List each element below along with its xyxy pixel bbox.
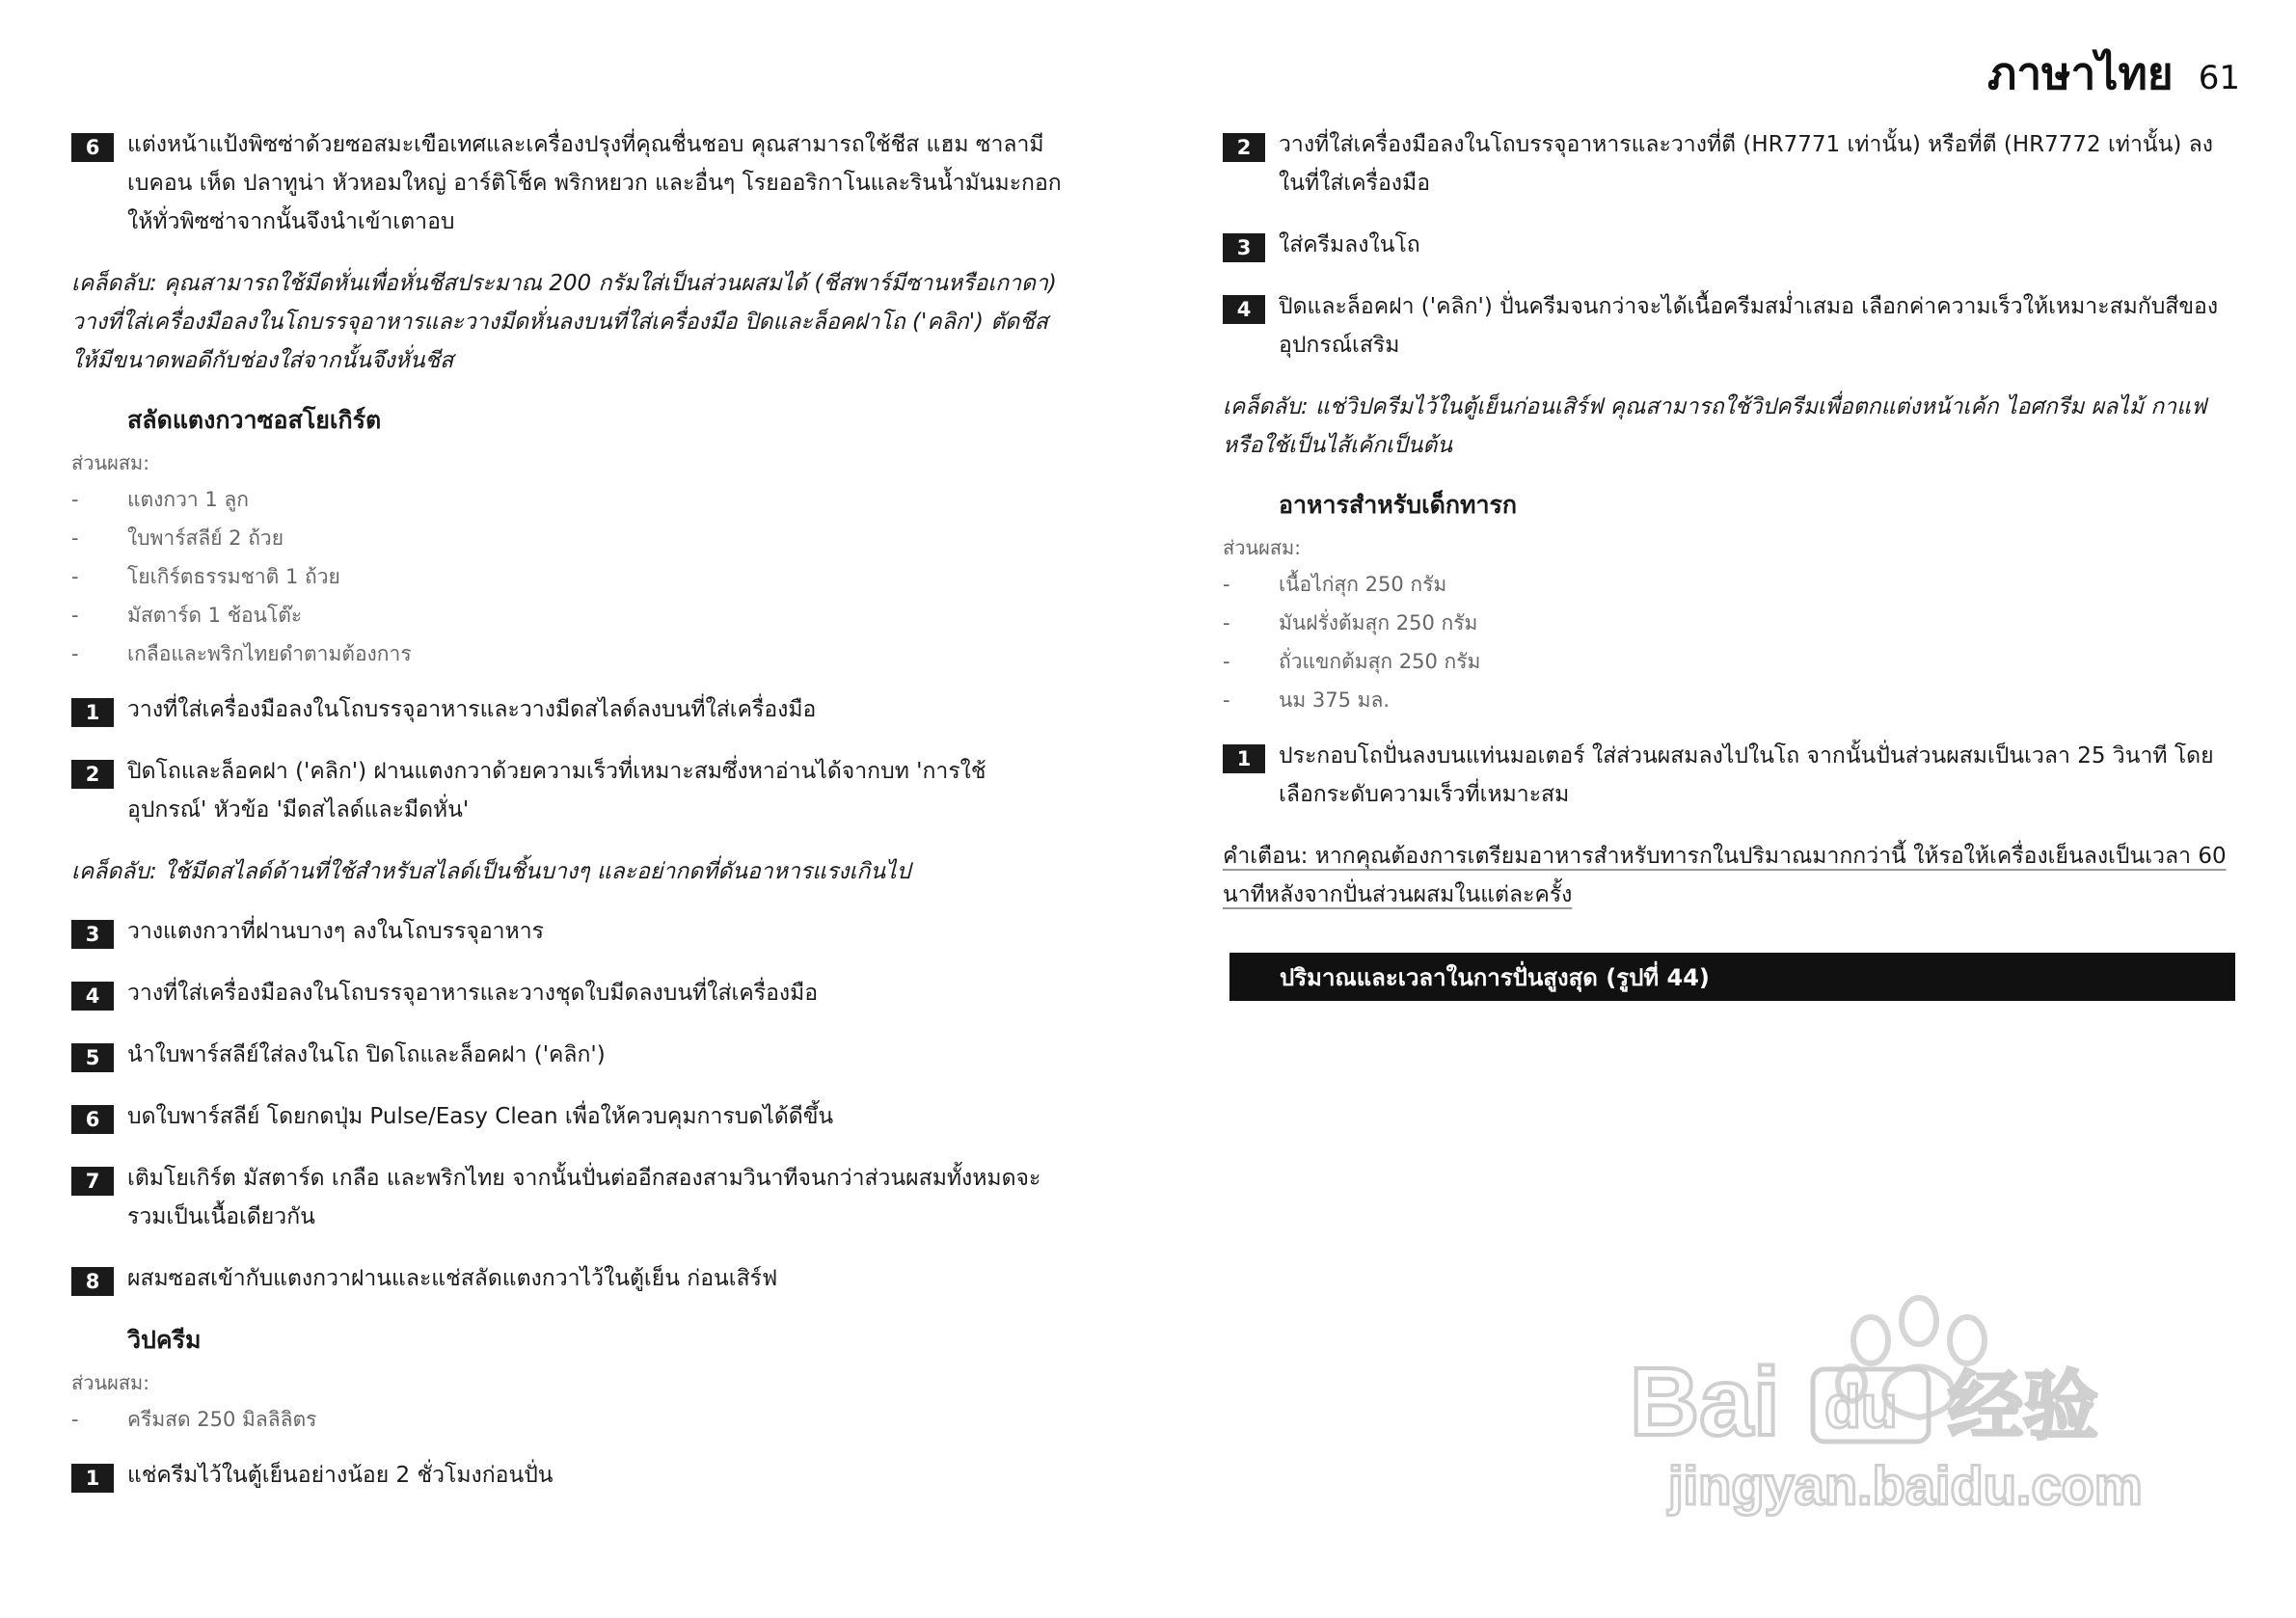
step-text: วางแตงกวาที่ฝานบางๆ ลงในโถบรรจุอาหาร — [127, 919, 544, 944]
ingredient-item: - นม 375 มล. — [1223, 681, 2235, 719]
step-number: 8 — [71, 1267, 114, 1296]
section-title: สลัดแตงกวาซอสโยเกิร์ต — [127, 406, 382, 434]
ingredient-text: ใบพาร์สลีย์ 2 ถ้วย — [127, 526, 284, 550]
ingredients-label: ส่วนผสม: — [1223, 536, 1301, 559]
ingredient-text: ครีมสด 250 มิลลิลิตร — [127, 1408, 317, 1431]
ingredients-list — [71, 480, 1065, 673]
step-text: นำใบพาร์สลีย์ใส่ลงในโถ ปิดโถและล็อคฝา ('คลิก') — [127, 1042, 606, 1067]
step-number: 6 — [71, 133, 114, 162]
step-number: 2 — [71, 760, 114, 789]
step-item — [71, 1036, 1065, 1074]
step-item — [1223, 125, 2235, 202]
ingredients-label: ส่วนผสม: — [71, 451, 149, 474]
right-column — [1223, 125, 2235, 914]
step-text: ปิดโถและล็อคฝา ('คลิก') ฝานแตงกวาด้วยความเร็วที่เหมาะสมซึ่งหาอ่านได้จากบท 'การใช้อุปกรณ์' หัวข้อ 'มีดสไลด์และมีดหั่น' — [127, 759, 986, 822]
ingredients-list — [71, 1400, 1065, 1439]
step-number: 4 — [1223, 295, 1265, 324]
ingredients-list — [1223, 565, 2235, 719]
step-text: วางที่ใส่เครื่องมือลงในโถบรรจุอาหารและวางมีดสไลด์ลงบนที่ใส่เครื่องมือ — [127, 697, 817, 722]
step-number: 5 — [71, 1043, 114, 1072]
tip-text: เคล็ดลับ: ใช้มีดสไลด์ด้านที่ใช้สำหรับสไลด์เป็นชิ้นบางๆ และอย่ากดที่ดันอาหารแรงเกินไป — [71, 859, 911, 884]
ingredient-item: - โยเกิร์ตธรรมชาติ 1 ถ้วย — [71, 557, 1065, 596]
section-title: วิปครีม — [127, 1326, 202, 1354]
step-item — [71, 1097, 1065, 1136]
ingredient-item: - ถั่วแขกต้มสุก 250 กรัม — [1223, 642, 2235, 681]
warning-text: คำเตือน: หากคุณต้องการเตรียมอาหารสำหรับทารกในปริมาณมากกว่านี้ ให้รอให้เครื่องเย็นลงเป็นเวลา 60 นาทีหลังจากปั่นส่วนผสมในแต่ละครั้ง — [1223, 844, 2227, 907]
left-column — [71, 125, 1065, 1518]
ingredient-text: มัสตาร์ด 1 ช้อนโต๊ะ — [127, 604, 303, 627]
step-number: 7 — [71, 1167, 114, 1196]
svg-text:jingyan.baidu.com: jingyan.baidu.com — [1668, 1455, 2143, 1516]
ingredient-text: เนื้อไก่สุก 250 กรัม — [1279, 573, 1447, 596]
section-title: อาหารสำหรับเด็กทารก — [1279, 491, 1518, 519]
step-item — [71, 1159, 1065, 1236]
step-item — [1223, 287, 2235, 364]
svg-text:du: du — [1824, 1374, 1898, 1441]
step-item — [71, 125, 1065, 241]
ingredient-text: เกลือและพริกไทยดำตามต้องการ — [127, 642, 412, 665]
step-number: 1 — [1223, 744, 1265, 773]
step-number: 6 — [71, 1105, 114, 1134]
step-text: บดใบพาร์สลีย์ โดยกดปุ่ม Pulse/Easy Clean เพื่อให้ควบคุมการบดได้ดีขึ้น — [127, 1104, 834, 1129]
ingredient-item: - มัสตาร์ด 1 ช้อนโต๊ะ — [71, 596, 1065, 634]
step-text: ใส่ครีมลงในโถ — [1279, 232, 1420, 257]
section-header-text: ปริมาณและเวลาในการปั่นสูงสุด (รูปที่ 44) — [1280, 963, 1710, 991]
step-text: ผสมซอสเข้ากับแตงกวาฝานและแช่สลัดแตงกวาไว้ในตู้เย็น ก่อนเสิร์ฟ — [127, 1266, 778, 1291]
language-title: ภาษาไทย — [1987, 47, 2174, 99]
step-item — [71, 690, 1065, 729]
step-number: 2 — [1223, 133, 1265, 162]
step-text: วางที่ใส่เครื่องมือลงในโถบรรจุอาหารและวางที่ตี (HR7771 เท่านั้น) หรือที่ตี (HR7772 เท่านั้น) ลงในที่ใส่เครื่องมือ — [1279, 132, 2213, 196]
step-text: ปิดและล็อคฝา ('คลิก') ปั่นครีมจนกว่าจะได้เนื้อครีมสม่ำเสมอ เลือกค่าความเร็วให้เหมาะสมกับสีของอุปกรณ์เสริม — [1279, 294, 2219, 358]
step-text: วางที่ใส่เครื่องมือลงในโถบรรจุอาหารและวางชุดใบมีดลงบนที่ใส่เครื่องมือ — [127, 981, 819, 1006]
step-text: แต่งหน้าแป้งพิซซ่าด้วยซอสมะเขือเทศและเครื่องปรุงที่คุณชื่นชอบ คุณสามารถใช้ชีส แฮม ซาลามี เบคอน เห็ด ปลาทูน่า หัวหอมใหญ่ อาร์ติโช็ค พริกหยวก และอื่นๆ โรยออริกาโนและรินน้ำมันมะกอกให้ทั่วพิซซ่าจากนั้นจึงนำเข้าเตาอบ — [127, 132, 1062, 234]
ingredient-text: ถั่วแขกต้มสุก 250 กรัม — [1279, 650, 1481, 673]
ingredient-item: - เนื้อไก่สุก 250 กรัม — [1223, 565, 2235, 604]
step-item — [71, 1259, 1065, 1298]
step-item — [71, 912, 1065, 951]
step-text: เติมโยเกิร์ต มัสตาร์ด เกลือ และพริกไทย จากนั้นปั่นต่ออีกสองสามวินาทีจนกว่าส่วนผสมทั้งหมดจะรวมเป็นเนื้อเดียวกัน — [127, 1166, 1041, 1229]
ingredient-item: - ใบพาร์สลีย์ 2 ถ้วย — [71, 519, 1065, 557]
ingredient-text: โยเกิร์ตธรรมชาติ 1 ถ้วย — [127, 565, 340, 588]
step-number: 4 — [71, 982, 114, 1011]
step-number: 1 — [71, 1464, 114, 1493]
step-number: 3 — [1223, 233, 1265, 262]
step-number: 1 — [71, 698, 114, 727]
ingredient-text: แตงกวา 1 ลูก — [127, 488, 250, 511]
step-item — [71, 752, 1065, 829]
step-item — [71, 1456, 1065, 1495]
ingredient-item: - เกลือและพริกไทยดำตามต้องการ — [71, 634, 1065, 673]
step-text: ประกอบโถปั่นลงบนแท่นมอเตอร์ ใส่ส่วนผสมลงไปในโถ จากนั้นปั่นส่วนผสมเป็นเวลา 25 วินาที โดยเลือกระดับความเร็วที่เหมาะสม — [1279, 743, 2214, 807]
ingredient-text: มันฝรั่งต้มสุก 250 กรัม — [1279, 611, 1478, 634]
baidu-watermark-logo — [1630, 1273, 2170, 1533]
ingredient-text: นม 375 มล. — [1279, 688, 1391, 712]
ingredient-item: - แตงกวา 1 ลูก — [71, 480, 1065, 519]
page-header — [1987, 39, 2240, 109]
ingredients-label: ส่วนผสม: — [71, 1371, 149, 1394]
step-item — [71, 974, 1065, 1012]
step-text: แช่ครีมไว้ในตู้เย็นอย่างน้อย 2 ชั่วโมงก่อนปั่น — [127, 1463, 554, 1488]
step-item — [1223, 737, 2235, 814]
step-number: 3 — [71, 920, 114, 949]
ingredient-item: - มันฝรั่งต้มสุก 250 กรัม — [1223, 604, 2235, 642]
section-header-bar — [1229, 953, 2235, 1001]
step-item — [1223, 226, 2235, 264]
svg-text:经验: 经验 — [1948, 1363, 2099, 1450]
page-number: 61 — [2198, 59, 2240, 97]
tip-text: เคล็ดลับ: คุณสามารถใช้มีดหั่นเพื่อหั่นชีสประมาณ 200 กรัมใส่เป็นส่วนผสมได้ (ชีสพาร์มีซานหรือเกาดา) วางที่ใส่เครื่องมือลงในโถบรรจุอาหารและวางมีดหั่นลงบนที่ใส่เครื่องมือ ปิดและล็อคฝาโถ ('คลิก') ตัดชีสให้มีขนาดพอดีกับช่องใส่จากนั้นจึงหั่นชีส — [71, 271, 1057, 373]
svg-text:Bai: Bai — [1630, 1348, 1780, 1456]
ingredient-item: - ครีมสด 250 มิลลิลิตร — [71, 1400, 1065, 1439]
tip-text: เคล็ดลับ: แช่วิปครีมไว้ในตู้เย็นก่อนเสิร์ฟ คุณสามารถใช้วิปครีมเพื่อตกแต่งหน้าเค้ก ไอศกรีม ผลไม้ กาแฟ หรือใช้เป็นไส้เค้กเป็นต้น — [1223, 394, 2207, 458]
